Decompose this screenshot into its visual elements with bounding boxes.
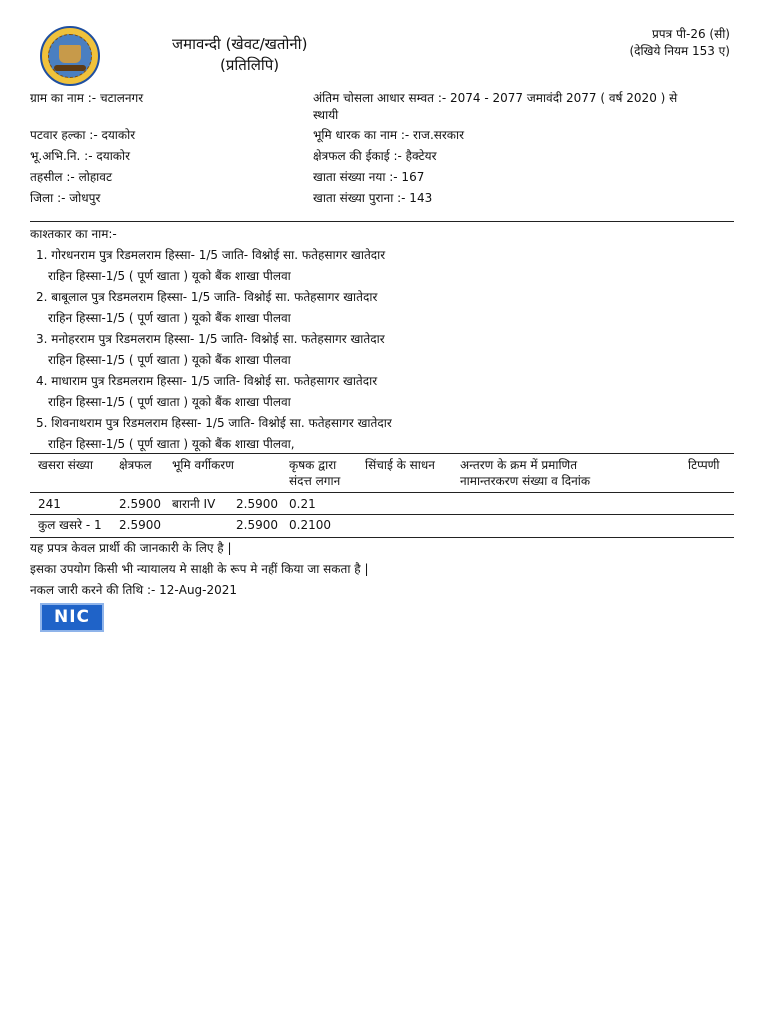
- cultivator-line: 1. गोरधनराम पुत्र रिडमलराम हिस्सा- 1/5 जाति- विश्नोई सा. फतेहसागर खातेदार: [36, 248, 386, 262]
- col-header-transfer: अन्तरण के क्रम में प्रमाणित: [460, 458, 578, 472]
- issue-date: नकल जारी करने की तिथि :- 12-Aug-2021: [30, 583, 238, 597]
- cultivators-heading: काश्तकार का नाम:-: [30, 227, 117, 241]
- cultivator-line: राहिन हिस्सा-1/5 ( पूर्ण खाता ) यूको बैंक शाखा पीलवा: [48, 311, 291, 325]
- disclaimer-note: यह प्रपत्र केवल प्रार्थी की जानकारी के लिए है |: [30, 541, 232, 555]
- divider: [30, 221, 734, 222]
- divider: [30, 453, 734, 454]
- col-header-land-class: भूमि वर्गीकरण: [172, 458, 234, 472]
- cultivator-line: राहिन हिस्सा-1/5 ( पूर्ण खाता ) यूको बैंक शाखा पीलवा: [48, 395, 291, 409]
- samvat-line: अंतिम चोसला आधार सम्वत :- 2074 - 2077 जमावंदी 2077 ( वर्ष 2020 ) से: [313, 91, 678, 105]
- nic-logo: NIC: [40, 603, 104, 632]
- area-unit: क्षेत्रफल की ईकाई :- हैक्टेयर: [313, 149, 437, 163]
- cell-class-area: 2.5900: [236, 497, 278, 511]
- total-class-area: 2.5900: [236, 518, 278, 532]
- col-header-irrigation: सिंचाई के साधन: [365, 458, 435, 472]
- cultivator-line: 3. मनोहरराम पुत्र रिडमलराम हिस्सा- 1/5 जाति- विश्नोई सा. फतेहसागर खातेदार: [36, 332, 385, 346]
- col-header-area: क्षेत्रफल: [119, 458, 152, 472]
- village-name: ग्राम का नाम :- चटालनगर: [30, 91, 144, 105]
- seal-base: [54, 65, 86, 71]
- cultivator-line: राहिन हिस्सा-1/5 ( पूर्ण खाता ) यूको बैंक शाखा पीलवा: [48, 269, 291, 283]
- khata-number-new: खाता संख्या नया :- 167: [313, 170, 425, 184]
- col-header-transfer-cont: नामान्तरकरण संख्या व दिनांक: [460, 474, 591, 488]
- cell-land-class: बारानी IV: [172, 497, 216, 511]
- form-number: प्रपत्र पी-26 (सी): [651, 27, 730, 41]
- govt-seal-logo: [40, 26, 100, 86]
- cell-khasra: 241: [38, 497, 61, 511]
- cell-lagan: 0.21: [289, 497, 316, 511]
- total-label: कुल खसरे - 1: [38, 518, 102, 532]
- total-area: 2.5900: [119, 518, 161, 532]
- cultivator-line: 5. शिवनाथराम पुत्र रिडमलराम हिस्सा- 1/5 जाति- विश्नोई सा. फतेहसागर खातेदार: [36, 416, 392, 430]
- land-holder-name: भूमि धारक का नाम :- राज.सरकार: [313, 128, 465, 142]
- cultivator-line: 2. बाबूलाल पुत्र रिडमलराम हिस्सा- 1/5 जाति- विश्नोई सा. फतेहसागर खातेदार: [36, 290, 378, 304]
- rule-reference: (देखिये नियम 153 ए): [629, 44, 730, 58]
- district: जिला :- जोधपुर: [30, 191, 101, 205]
- divider: [30, 492, 734, 493]
- patwar-halka: पटवार हल्का :- दयाकोर: [30, 128, 136, 142]
- cell-area: 2.5900: [119, 497, 161, 511]
- col-header-lagan: कृषक द्वारा: [289, 458, 337, 472]
- divider: [30, 537, 734, 538]
- col-header-khasra: खसरा संख्या: [38, 458, 93, 472]
- col-header-lagan-cont: संदत्त लगान: [289, 474, 341, 488]
- samvat-line-cont: स्थायी: [313, 108, 339, 122]
- divider: [30, 514, 734, 515]
- col-header-remarks: टिप्पणी: [688, 458, 720, 472]
- seal-fort-icon: [59, 45, 81, 63]
- disclaimer-note-court: इसका उपयोग किसी भी न्यायालय मे साक्षी के रूप मे नहीं किया जा सकता है |: [30, 562, 369, 576]
- cultivator-line: राहिन हिस्सा-1/5 ( पूर्ण खाता ) यूको बैंक शाखा पीलवा,: [48, 437, 295, 451]
- total-lagan: 0.2100: [289, 518, 331, 532]
- land-record-inspector: भू.अभि.नि. :- दयाकोर: [30, 149, 131, 163]
- tehsil: तहसील :- लोहावट: [30, 170, 113, 184]
- cultivator-line: 4. माधाराम पुत्र रिडमलराम हिस्सा- 1/5 जाति- विश्नोई सा. फतेहसागर खातेदार: [36, 374, 378, 388]
- khata-number-old: खाता संख्या पुराना :- 143: [313, 191, 433, 205]
- document-title: जमावन्दी (खेवट/खतोनी): [172, 35, 308, 53]
- document-subtitle: (प्रतिलिपि): [220, 56, 280, 74]
- cultivator-line: राहिन हिस्सा-1/5 ( पूर्ण खाता ) यूको बैंक शाखा पीलवा: [48, 353, 291, 367]
